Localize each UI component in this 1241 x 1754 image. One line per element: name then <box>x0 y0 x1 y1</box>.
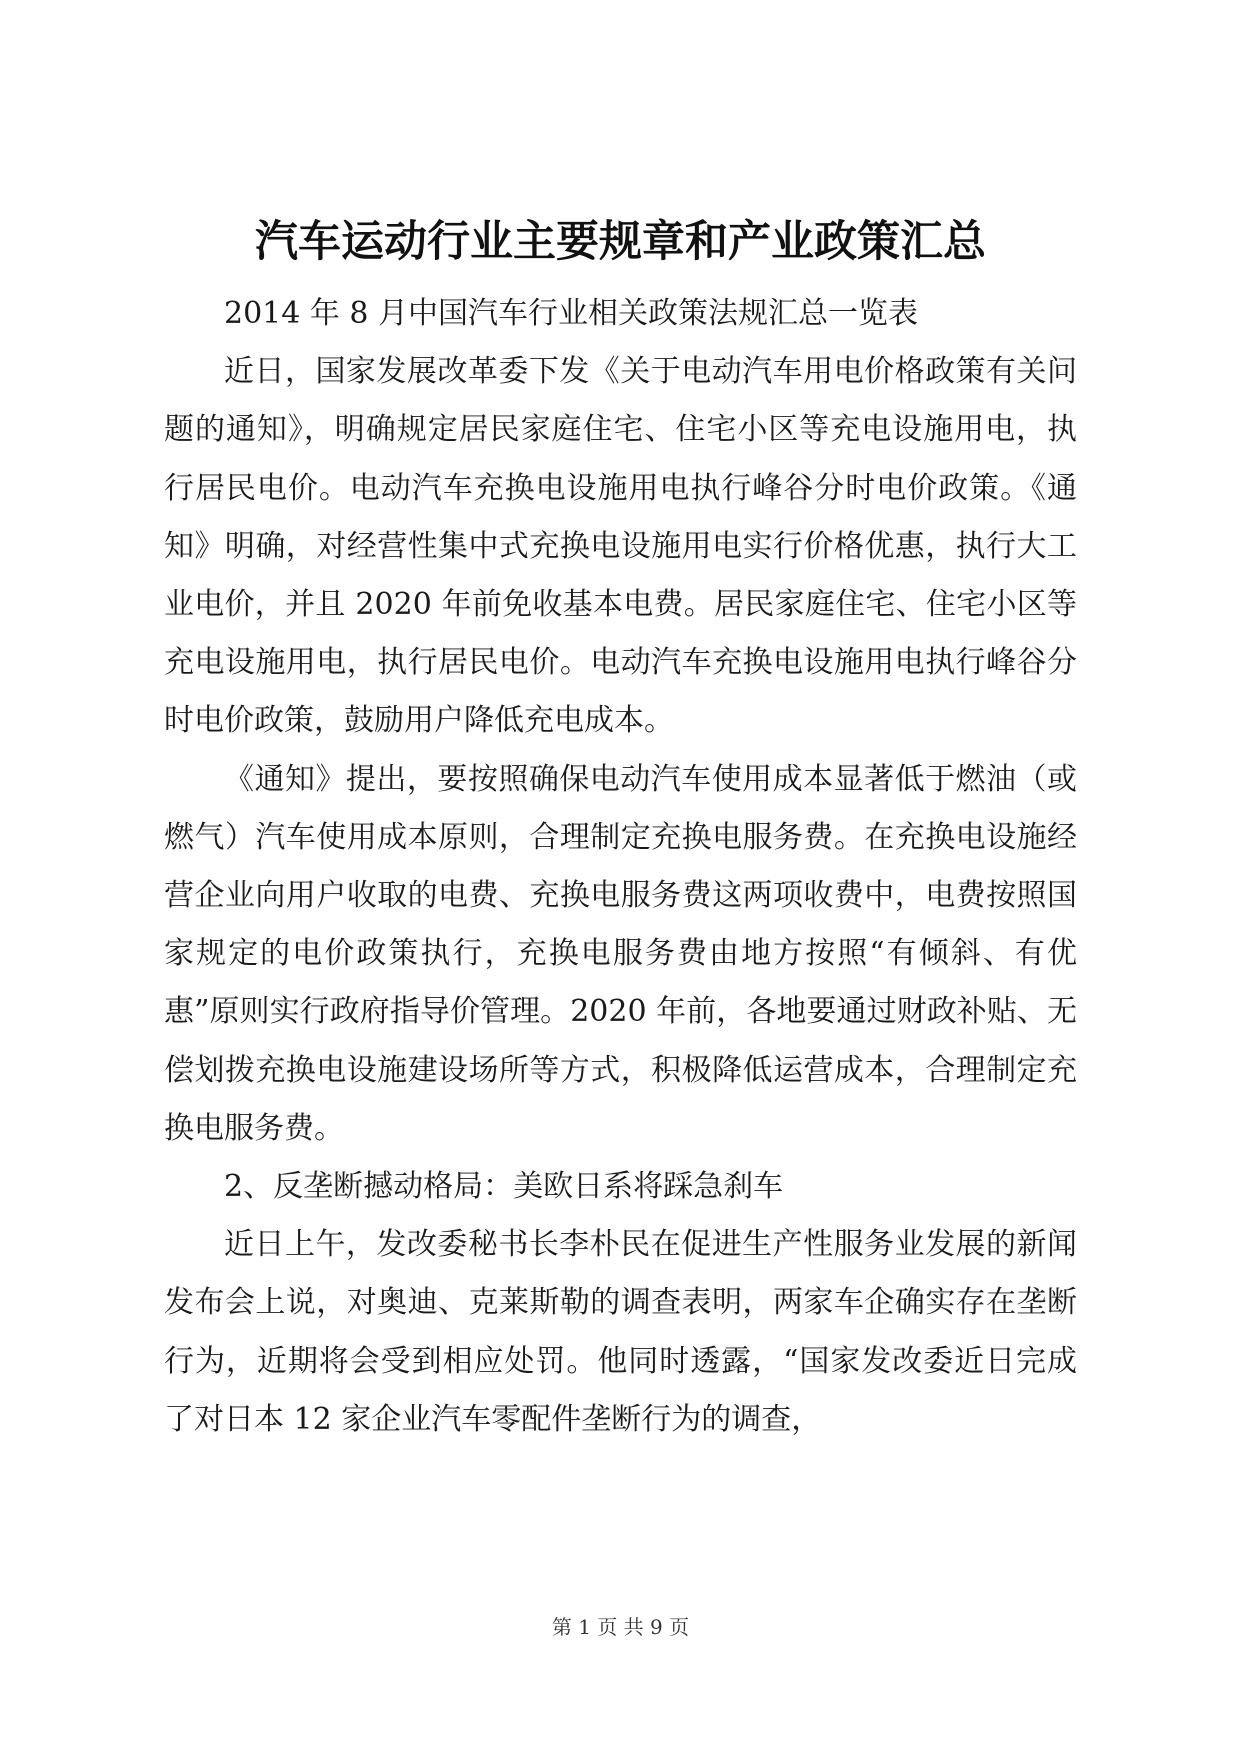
page-footer: 第 1 页 共 9 页 <box>551 1615 690 1639</box>
document-title: 汽车运动行业主要规章和产业政策汇总 <box>255 217 986 267</box>
paragraph-electricity-price-notice: 近日，国家发展改革委下发《关于电动汽车用电价格政策有关问题的通知》，明确规定居民家庭住宅、住宅小区等充电设施用电，执行居民电价。电动汽车充换电设施用电执行峰谷分时电价政策。《通知》明确，对经营性集中式充换电设施用电实行价格优惠，执行大工业电价，并且 2020 年前免收基本电费。居民家庭住宅、住宅小区等充电设施用电，执行居民电价。电动汽车充换电设施用电执行峰谷分时电价政策，鼓励用户降低充电成本。 <box>164 354 1077 739</box>
section-heading-antitrust: 2、反垄断撼动格局：美欧日系将踩急刹车 <box>224 1169 784 1205</box>
paragraph-subtitle: 2014 年 8 月中国汽车行业相关政策法规汇总一览表 <box>224 296 919 331</box>
paragraph-antitrust-investigation: 近日上午，发改委秘书长李朴民在促进生产性服务业发展的新闻发布会上说，对奥迪、克莱斯勒的调查表明，两家车企确实存在垄断行为，近期将会受到相应处罚。他同时透露，“国家发改委近日完成了对日本 12 家企业汽车零配件垄断行为的调查， <box>164 1227 1077 1437</box>
paragraph-service-fee: 《通知》提出，要按照确保电动汽车使用成本显著低于燃油（或燃气）汽车使用成本原则，合理制定充换电服务费。在充换电设施经营企业向用户收取的电费、充换电服务费这两项收费中，电费按照国家规定的电价政策执行，充换电服务费由地方按照“有倾斜、有优惠”原则实行政府指导价管理。2020 年前，各地要通过财政补贴、无偿划拨充换电设施建设场所等方式，积极降低运营成本，合理制定充换电服务费。 <box>164 761 1077 1146</box>
document-body <box>164 285 1077 1449</box>
